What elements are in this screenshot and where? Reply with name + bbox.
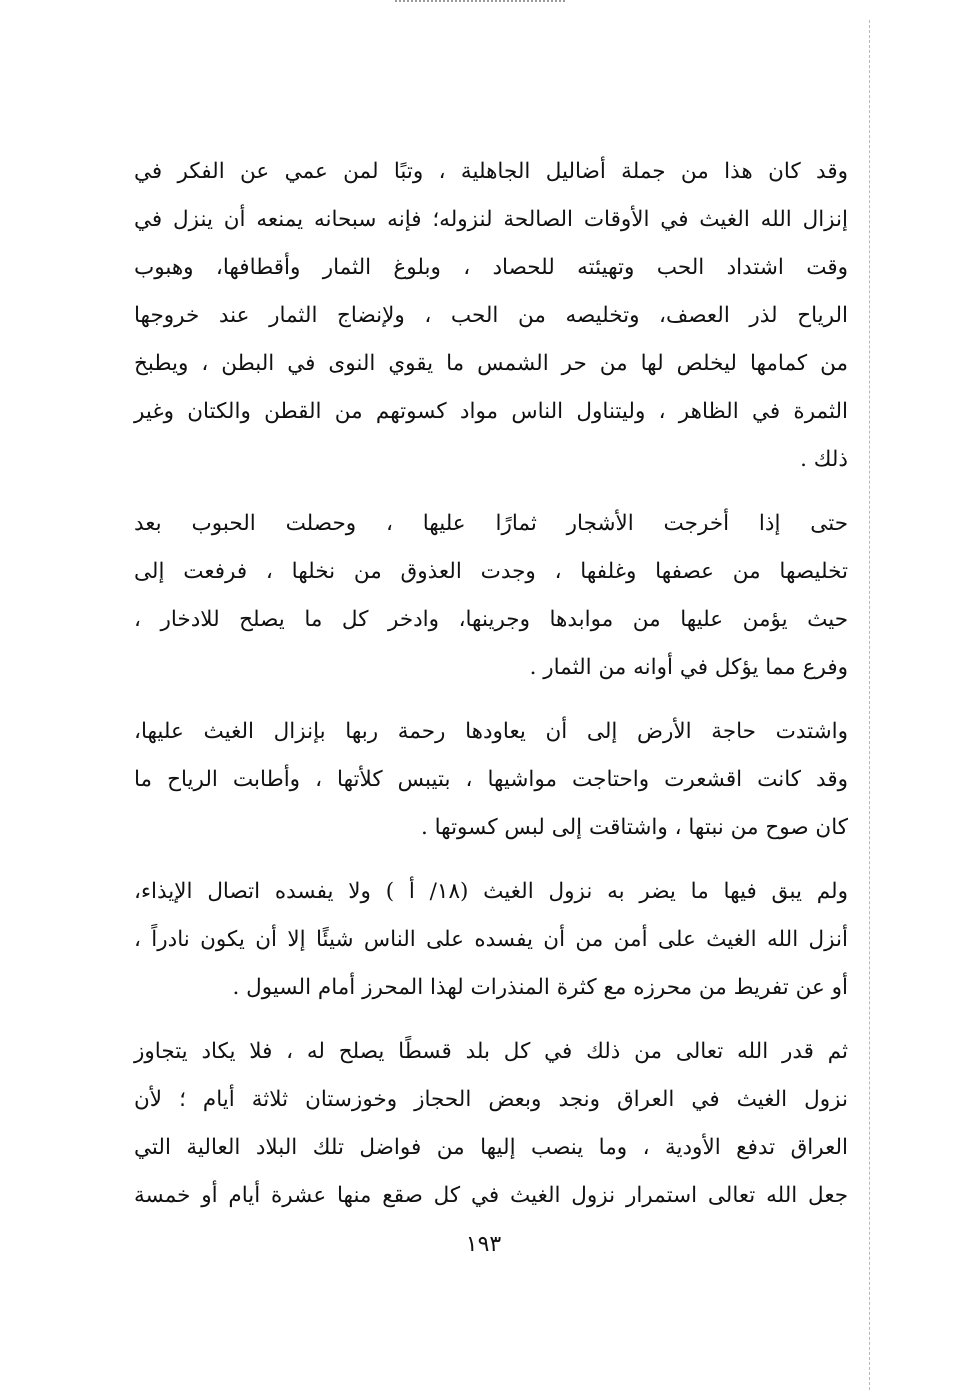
text-line: الثمرة في الظاهر ، وليتناول الناس مواد كسوتهم من القطن والكتان وغير xyxy=(134,399,848,424)
paragraph-4 xyxy=(134,868,848,1012)
text-line: وقت اشتداد الحب وتهيئته للحصاد ، وبلوغ الثمار وأقطافها، وهبوب xyxy=(134,255,848,280)
scan-artifact-edge xyxy=(869,20,870,1390)
paragraph-5 xyxy=(134,1028,848,1220)
paragraph-3 xyxy=(134,708,848,852)
text-line: جعل الله تعالى استمرار نزول الغيث في كل صقع منها عشرة أيام أو خمسة xyxy=(134,1183,848,1208)
text-line: ذلك . xyxy=(800,447,848,472)
paragraph-1 xyxy=(134,148,848,484)
text-line: تخليصها من عصفها وغلفها ، وجدت العذوق من نخلها ، فرفعت إلى xyxy=(134,559,848,584)
scan-artifact-top xyxy=(395,0,565,2)
text-line: نزول الغيث في العراق ونجد وبعض الحجاز وخوزستان ثلاثة أيام ؛ لأن xyxy=(134,1087,848,1112)
text-line: حيث يؤمن عليها من موابدها وجرينها، وادخر كل ما يصلح للادخار ، xyxy=(134,607,848,632)
text-line: كان صوح من نبتها ، واشتاقت إلى لبس كسوتها . xyxy=(420,815,848,840)
text-line: وقد كان هذا من جملة أضاليل الجاهلية ، وتبًا لمن عمي عن الفكر في xyxy=(134,159,848,184)
text-line: وقد كانت اقشعرت واحتاجت مواشيها ، بتيبس كلأتها ، وأطابت الرياح ما xyxy=(134,767,848,792)
text-line: من كمامها ليخلص لها من حر الشمس ما يقوي النوى في البطن ، ويطبخ xyxy=(134,351,848,376)
text-line: العراق تدفع الأودية ، وما ينصب إليها من فواضل تلك البلاد العالية التي xyxy=(134,1135,848,1160)
text-line: ولم يبق فيها ما يضر به نزول الغيث (١٨/ أ ) ولا يفسده اتصال الإيذاء، xyxy=(134,879,848,904)
text-line: واشتدت حاجة الأرض إلى أن يعاودها رحمة ربها بإنزال الغيث عليها، xyxy=(134,719,848,744)
text-line: الرياح لذر العصف، وتخليصه من الحب ، ولإنضاج الثمار عند خروجها xyxy=(134,303,848,328)
text-line: أو عن تفريط من محرزه مع كثرة المنذرات لهذا المحرز أمام السيول . xyxy=(232,975,848,1000)
text-line: حتى إذا أخرجت الأشجار ثمارًا عليها ، وحصلت الحبوب بعد xyxy=(134,511,848,536)
text-line: ثم قدر الله تعالى من ذلك في كل بلد قسطًا يصلح له ، فلا يكاد يتجاوز xyxy=(134,1039,848,1064)
text-line: إنزال الله الغيث في الأوقات الصالحة لنزوله؛ فإنه سبحانه يمنعه أن ينزل في xyxy=(134,207,848,232)
paragraph-2 xyxy=(134,500,848,692)
text-line: أنزل الله الغيث على أمن من أن يفسده على الناس شيئًا إلا أن يكون نادراً ، xyxy=(134,927,848,952)
page-body-text xyxy=(134,148,848,1220)
page-number: ١٩٣ xyxy=(465,1232,502,1257)
text-line: وفرع مما يؤكل في أوانه من الثمار . xyxy=(529,655,848,680)
